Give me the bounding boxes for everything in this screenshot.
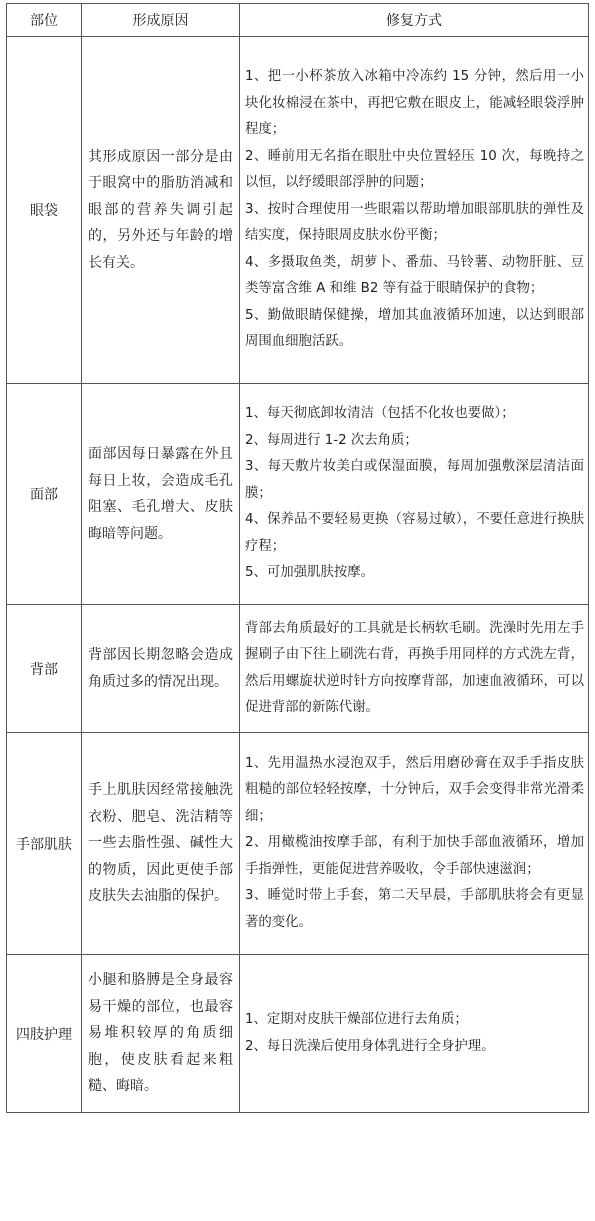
fix-cell <box>240 733 589 955</box>
fix-cell <box>240 955 589 1113</box>
table-row <box>7 955 589 1113</box>
fix-item: 2、每周进行 1-2 次去角质； <box>245 432 418 448</box>
fix-cell <box>240 605 589 733</box>
header-part: 部位 <box>7 4 82 37</box>
cause-cell: 其形成原因一部分是由于眼窝中的脂肪消减和眼部的营养失调引起的，另外还与年龄的增长有关。 <box>82 37 240 384</box>
fix-item: 1、先用温热水浸泡双手，然后用磨砂膏在双手手指皮肤粗糙的部位轻轻按摩，十分钟后，双手会变得非常光滑柔细； <box>245 755 584 824</box>
header-fix: 修复方式 <box>240 4 589 37</box>
table-row <box>7 384 589 605</box>
part-cell: 背部 <box>7 605 82 733</box>
header-cause: 形成原因 <box>82 4 240 37</box>
fix-item: 3、睡觉时带上手套，第二天早晨，手部肌肤将会有更显著的变化。 <box>245 888 584 930</box>
part-cell: 面部 <box>7 384 82 605</box>
part-cell: 四肢护理 <box>7 955 82 1113</box>
table-row <box>7 605 589 733</box>
header-row <box>7 4 589 37</box>
cause-cell: 背部因长期忽略会造成角质过多的情况出现。 <box>82 605 240 733</box>
fix-cell <box>240 37 589 384</box>
fix-item: 4、多摄取鱼类，胡萝卜、番茄、马铃薯、动物肝脏、豆类等富含维 A 和维 B2 等有益于眼睛保护的食物； <box>245 254 584 297</box>
part-cell: 手部肌肤 <box>7 733 82 955</box>
fix-item: 5、勤做眼睛保健操，增加其血液循环加速，以达到眼部周围血细胞活跃。 <box>245 307 584 350</box>
fix-item: 5、可加强肌肤按摩。 <box>245 565 375 581</box>
fix-cell <box>240 384 589 605</box>
fix-item: 1、把一小杯茶放入冰箱中冷冻约 15 分钟，然后用一小块化妆棉浸在茶中，再把它敷在眼皮上，能减轻眼袋浮肿程度； <box>245 69 584 138</box>
fix-item: 2、用橄榄油按摩手部，有利于加快手部血液循环，增加手指弹性，更能促进营养吸收，令手部快速滋润； <box>245 835 584 877</box>
fix-item: 3、每天敷片妆美白或保湿面膜，每周加强敷深层清洁面膜； <box>245 459 584 501</box>
fix-item: 1、定期对皮肤干燥部位进行去角质； <box>245 1012 468 1027</box>
table-row <box>7 733 589 955</box>
cause-cell: 面部因每日暴露在外且每日上妆，会造成毛孔阻塞、毛孔增大、皮肤晦暗等问题。 <box>82 384 240 605</box>
cause-cell: 手上肌肤因经常接触洗衣粉、肥皂、洗洁精等一些去脂性强、碱性大的物质，因此更使手部皮肤失去油脂的保护。 <box>82 733 240 955</box>
fix-item: 1、每天彻底卸妆清洁（包括不化妆也要做）； <box>245 406 515 422</box>
fix-item: 3、按时合理使用一些眼霜以帮助增加眼部肌肤的弹性及结实度，保持眼周皮肤水份平衡； <box>245 201 584 244</box>
fix-item: 背部去角质最好的工具就是长柄软毛刷。洗澡时先用左手握刷子由下往上刷洗右背，再换手用同样的方式洗左背，然后用螺旋状逆时针方向按摩背部，加速血液循环，可以促进背部的新陈代谢。 <box>245 620 584 715</box>
part-cell: 眼袋 <box>7 37 82 384</box>
fix-item: 4、保养品不要轻易更换（容易过敏），不要任意进行换肤疗程； <box>245 512 584 554</box>
fix-item: 2、睡前用无名指在眼肚中央位置轻压 10 次，每晚持之以恒，以纾缓眼部浮肿的问题； <box>245 148 584 191</box>
fix-item: 2、每日洗澡后使用身体乳进行全身护理。 <box>245 1038 495 1054</box>
table-row <box>7 37 589 384</box>
cause-cell: 小腿和胳膊是全身最容易干燥的部位，也最容易堆积较厚的角质细胞，使皮肤看起来粗糙、晦暗。 <box>82 955 240 1113</box>
skin-care-table <box>6 3 589 1113</box>
